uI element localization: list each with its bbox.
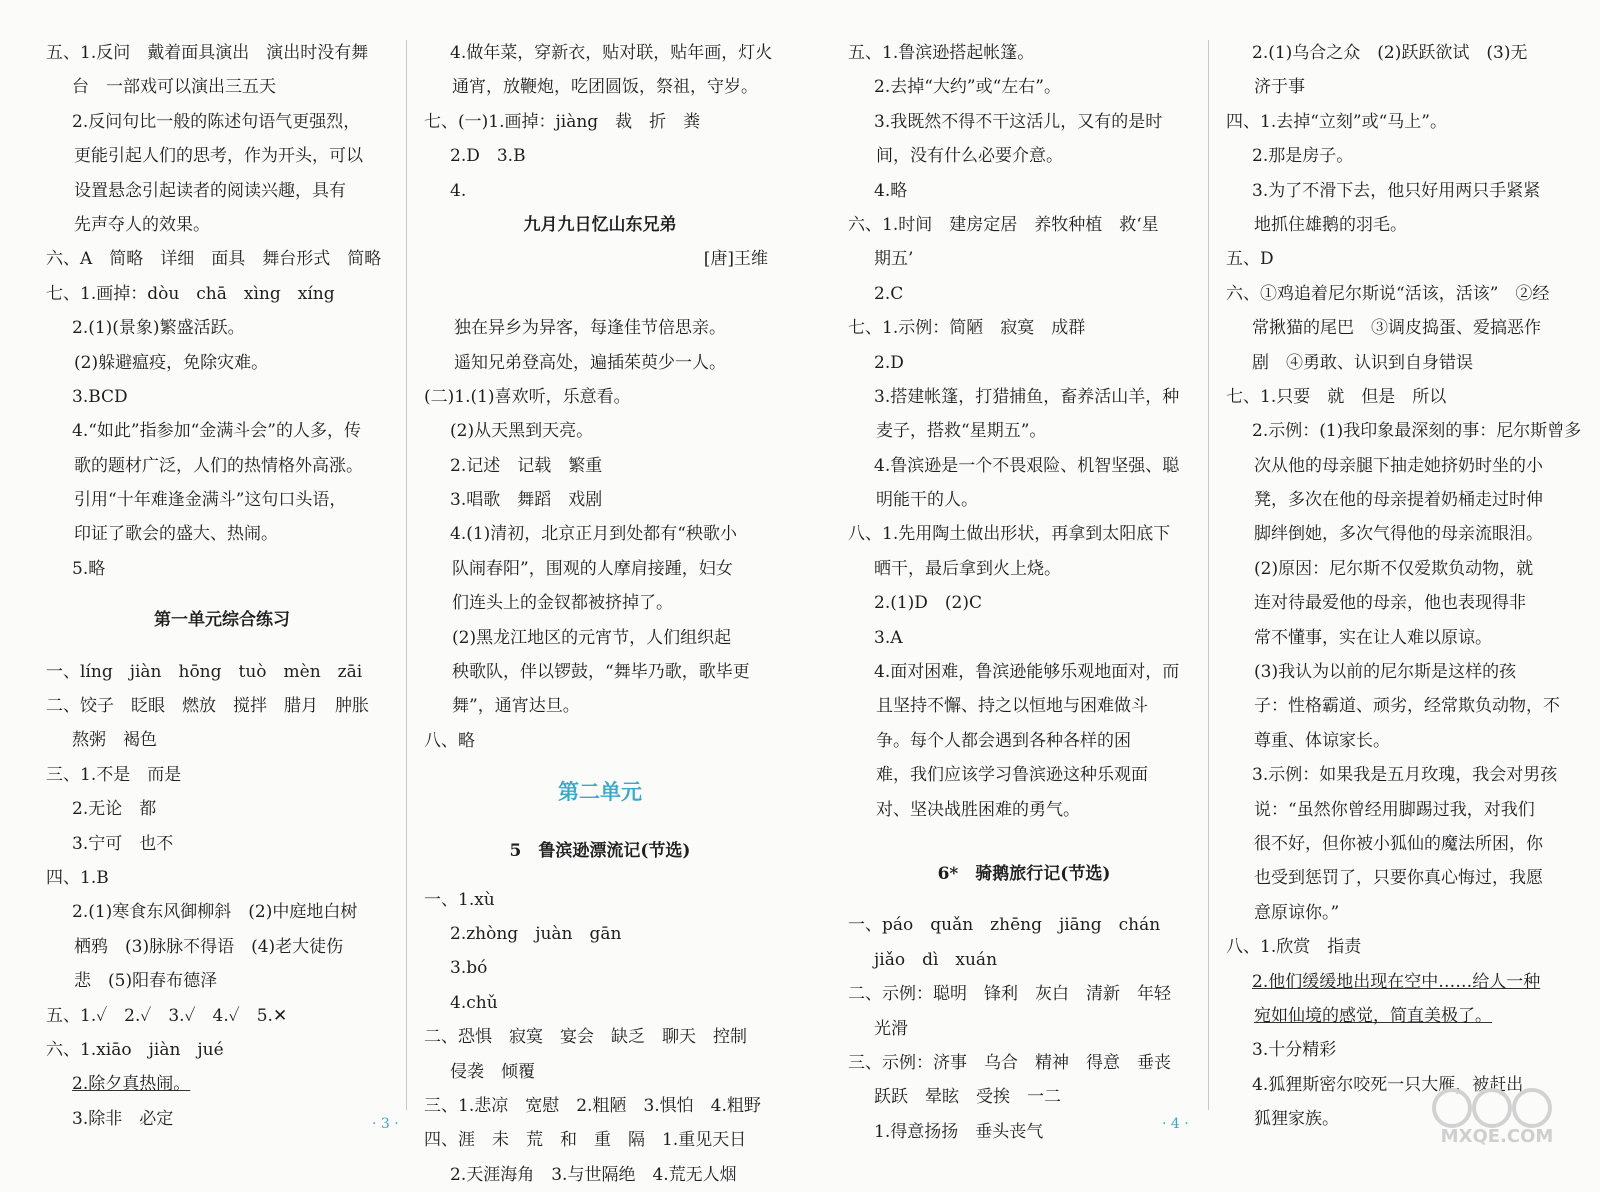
- answer-line: 六、1.xiāo jiàn jué: [46, 1039, 224, 1060]
- answer-line: 熬粥 褐色: [72, 730, 157, 751]
- answer-line: 六、①鸡追着尼尔斯说“活该，活该” ②经: [1226, 283, 1550, 304]
- answer-line: 八、1.先用陶土做出形状，再拿到太阳底下: [848, 524, 1171, 545]
- answer-line: 三、1.悲凉 宽慰 2.粗陋 3.惧怕 4.粗野: [424, 1095, 761, 1116]
- answer-line: 麦子，搭救“星期五”。: [876, 421, 1047, 442]
- answer-line: 期五’: [874, 249, 914, 270]
- answer-line: 说：“虽然你曾经用脚踢过我，对我们: [1254, 799, 1535, 820]
- answer-line: 连对待最爱他的母亲，他也表现得非: [1254, 593, 1526, 614]
- answer-line: 四、1.去掉“立刻”或“马上”。: [1226, 111, 1447, 132]
- answer-line: 4.面对困难，鲁滨逊能够乐观地面对，而: [874, 662, 1180, 683]
- answer-line: 3.搭建帐篷，打猎捕鱼，畜养活山羊，种: [874, 386, 1180, 407]
- answer-line: (3)我认为以前的尼尔斯是这样的孩: [1254, 662, 1517, 683]
- answer-line: 4.狐狸斯密尔咬死一只大雁，被赶出: [1252, 1074, 1524, 1095]
- answer-line: 2.(1)(景象)繁盛活跃。: [72, 318, 245, 339]
- answer-line: 3.除非 必定: [72, 1108, 174, 1129]
- answer-line: 晒干，最后拿到火上烧。: [874, 558, 1061, 579]
- answer-line: 先声夺人的效果。: [74, 214, 210, 235]
- answer-line: 2.D 3.B: [450, 146, 526, 167]
- answer-line: 台 一部戏可以演出三五天: [72, 77, 276, 98]
- answer-line: 四、1.B: [46, 867, 109, 888]
- answer-line: 3.十分精彩: [1252, 1040, 1337, 1061]
- answer-line: 1.得意扬扬 垂头丧气: [874, 1121, 1044, 1142]
- answer-line: 争。每个人都会遇到各种各样的困: [876, 730, 1131, 751]
- answer-line: (二)1.(1)喜欢听，乐意看。: [424, 386, 631, 407]
- answer-block: [46, 655, 398, 1068]
- answer-line: (2)躲避瘟疫，免除灾难。: [74, 352, 269, 373]
- answer-line: (2)原因：尼尔斯不仅爱欺负动物，就: [1254, 558, 1534, 579]
- underlined-answer: 宛如仙境的感觉，简直美极了。: [1254, 1005, 1492, 1026]
- answer-line: 三、示例：济事 乌合 精神 得意 垂丧: [848, 1052, 1171, 1073]
- answer-line: 2.记述 记载 繁重: [450, 455, 603, 476]
- answer-line: 四、涯 未 荒 和 重 隔 1.重见天日: [424, 1130, 747, 1151]
- answer-line: 3.bó: [450, 958, 488, 979]
- answer-block: [424, 883, 776, 1192]
- lesson-title: 6* 骑鹅旅行记(节选): [937, 863, 1111, 884]
- answer-line: 脚绊倒她，多次气得他的母亲流眼泪。: [1254, 524, 1543, 545]
- answer-line: 队闹春阳”，围观的人摩肩接踵，妇女: [452, 558, 733, 579]
- answer-block: [46, 36, 398, 586]
- answer-line: 且坚持不懈、持之以恒地与困难做斗: [876, 696, 1148, 717]
- answer-line: 们连头上的金钗都被挤掉了。: [452, 593, 673, 614]
- answer-line: 悲 (5)阳春布德泽: [74, 971, 218, 992]
- answer-line: 2.(1)D (2)C: [874, 593, 983, 614]
- answer-line: 六、A 简略 详细 面具 舞台形式 简略: [46, 249, 382, 270]
- page-number-right: · 4 ·: [1162, 1116, 1189, 1132]
- answer-block: [424, 380, 776, 758]
- column-2: [424, 36, 776, 1192]
- answer-line: 二、恐惧 寂寞 宴会 缺乏 聊天 控制: [424, 1027, 747, 1048]
- answer-line: 3.我既然不得不干这活儿，又有的是时: [874, 111, 1163, 132]
- answer-line: 4.鲁滨逊是一个不畏艰险、机智坚强、聪: [874, 455, 1180, 476]
- answer-line: 侵袭 倾覆: [450, 1061, 535, 1082]
- answer-line: 五、1.✓ 2.✓ 3.✓ 4.✓ 5.✕: [46, 1005, 288, 1026]
- answer-line: 2.(1)寒食东风御柳斜 (2)中庭地白树: [72, 902, 358, 923]
- answer-line: 对、坚决战胜困难的勇气。: [876, 799, 1080, 820]
- answer-line: 歌的题材广泛，人们的热情格外高涨。: [74, 455, 363, 476]
- answer-line: 4.略: [874, 180, 908, 201]
- answer-line: jiǎo dì xuán: [874, 949, 998, 970]
- answer-line: 凳，多次在他的母亲提着奶桶走过时伸: [1254, 490, 1543, 511]
- answer-line: 也受到惩罚了，只要你真心悔过，我愿: [1254, 868, 1543, 889]
- poem-line: 遥知兄弟登高处，遍插茱萸少一人。: [454, 352, 726, 373]
- answer-line: 更能引起人们的思考，作为开头，可以: [74, 146, 363, 167]
- answer-line: 间，没有什么必要介意。: [876, 146, 1063, 167]
- answer-line: 七、1.示例：简陋 寂寞 成群: [848, 318, 1086, 339]
- answer-line: 4.“如此”指参加“金满斗会”的人多，传: [72, 421, 361, 442]
- column-3: [848, 36, 1200, 1149]
- poem-author: [唐]王维: [703, 249, 768, 270]
- answer-block: [848, 908, 1200, 1149]
- answer-line: (2)黑龙江地区的元宵节，人们组织起: [452, 627, 732, 648]
- answer-line: 难，我们应该学习鲁滨逊这种乐观面: [876, 765, 1148, 786]
- answer-line: 一、1.xù: [424, 889, 495, 910]
- answer-line: 一、páo quǎn zhēng jiāng chán: [848, 915, 1161, 936]
- column-divider: [1208, 40, 1209, 1110]
- poem-title: 九月九日忆山东兄弟: [523, 214, 677, 235]
- answer-line: 2.示例：(1)我印象最深刻的事：尼尔斯曾多: [1252, 421, 1582, 442]
- answer-line: 五、1.反问 戴着面具演出 演出时没有舞: [46, 43, 369, 63]
- answer-line: 4.chǔ: [450, 992, 498, 1013]
- answer-line: 光滑: [874, 1018, 908, 1039]
- answer-line: 常揪猫的尾巴 ③调皮捣蛋、爱搞恶作: [1252, 318, 1541, 339]
- underlined-answer: 2.除夕真热闹。: [72, 1074, 191, 1095]
- answer-line: 2.C: [874, 283, 904, 304]
- answer-line: 4.: [450, 180, 467, 201]
- watermark-text: MXQE.COM: [1440, 1126, 1554, 1146]
- answer-line: 2.D: [874, 352, 904, 373]
- answer-line: 七、(一)1.画掉：jiàng 裁 折 粪: [424, 111, 701, 132]
- answer-line: 三、1.不是 而是: [46, 764, 182, 785]
- answer-line: 3.BCD: [72, 386, 128, 407]
- answer-line: 五、1.鲁滨逊搭起帐篷。: [848, 43, 1035, 63]
- answer-line: 3.宁可 也不: [72, 833, 174, 854]
- answer-line: 4.做年菜，穿新衣，贴对联，贴年画，灯火: [450, 43, 773, 63]
- answer-line: 尊重、体谅家长。: [1254, 730, 1390, 751]
- answer-line: 引用“十年难逢金满斗”这句口头语，: [74, 490, 347, 511]
- watermark-logo: [1412, 1086, 1582, 1146]
- answer-line: 六、1.时间 建房定居 养牧种植 救‘星: [848, 214, 1159, 235]
- answer-line: 一、líng jiàn hōng tuò mèn zāi: [46, 661, 363, 682]
- answer-line: 济于事: [1254, 77, 1305, 98]
- answer-line: 剧 ④勇敢、认识到自身错误: [1252, 352, 1473, 373]
- answer-line: 次从他的母亲腿下抽走她挤奶时坐的小: [1254, 455, 1543, 476]
- answer-line: 子：性格霸道、顽劣，经常欺负动物，不: [1254, 696, 1560, 717]
- answer-line: 秧歌队，伴以锣鼓，“舞毕乃歌，歌毕更: [452, 662, 750, 683]
- answer-line: 五、D: [1226, 249, 1274, 270]
- column-divider: [406, 40, 407, 1110]
- column-1: [46, 36, 398, 1136]
- answer-line: 3.示例：如果我是五月玫瑰，我会对男孩: [1252, 765, 1558, 786]
- answer-line: 二、示例：聪明 锋利 灰白 清新 年轻: [848, 984, 1171, 1005]
- answer-line: 地抓住雄鹅的羽毛。: [1254, 214, 1407, 235]
- section-title: 第一单元综合练习: [154, 610, 290, 631]
- answer-line: 通宵，放鞭炮，吃团圆饭，祭祖，守岁。: [452, 77, 758, 98]
- answer-line: 二、饺子 眨眼 燃放 搅拌 腊月 肿胀: [46, 696, 369, 717]
- answer-line: 5.略: [72, 558, 106, 579]
- answer-line: 舞”，通宵达旦。: [452, 696, 580, 717]
- column-4: [1226, 36, 1582, 1137]
- answer-block: [424, 36, 776, 208]
- answer-line: 2.(1)乌合之众 (2)跃跃欲试 (3)无: [1252, 43, 1528, 63]
- answer-line: 2.那是房子。: [1252, 146, 1354, 167]
- lesson-title: 5 鲁滨逊漂流记(节选): [509, 841, 691, 862]
- poem-line: 独在异乡为异客，每逢佳节倍思亲。: [454, 318, 726, 339]
- unit-title: 第二单元: [558, 779, 642, 805]
- answer-line: 3.唱歌 舞蹈 戏剧: [450, 490, 603, 511]
- answer-block: [848, 36, 1200, 827]
- answer-line: 狐狸家族。: [1254, 1109, 1339, 1130]
- answer-line: 八、1.欣赏 指责: [1226, 937, 1362, 958]
- page-number-left: · 3 ·: [372, 1116, 399, 1132]
- answer-line: 3.A: [874, 627, 903, 648]
- answer-line: 七、1.画掉：dòu chā xìng xíng: [46, 283, 335, 304]
- answer-line: 2.反问句比一般的陈述句语气更强烈，: [72, 111, 361, 132]
- underlined-answer: 2.他们缓缓地出现在空中……给人一种: [1252, 971, 1541, 992]
- answer-line: 栖鸦 (3)脉脉不得语 (4)老大徒伤: [74, 936, 344, 957]
- answer-line: 明能干的人。: [876, 490, 978, 511]
- answer-line: 跃跃 晕眩 受挨 一二: [874, 1087, 1061, 1108]
- answer-line: 设置悬念引起读者的阅读兴趣，具有: [74, 180, 346, 201]
- answer-line: 七、1.只要 就 但是 所以: [1226, 386, 1447, 407]
- answer-block: [1226, 36, 1582, 965]
- answer-line: 2.无论 都: [72, 799, 157, 820]
- answer-line: 很不好，但你被小狐仙的魔法所困，你: [1254, 833, 1543, 854]
- answer-line: 2.去掉“大约”或“左右”。: [874, 77, 1061, 98]
- answer-line: 印证了歌会的盛大、热闹。: [74, 524, 278, 545]
- answer-line: 2.天涯海角 3.与世隔绝 4.荒无人烟: [450, 1164, 737, 1185]
- answer-line: 3.为了不滑下去，他只好用两只手紧紧: [1252, 180, 1541, 201]
- answer-line: (2)从天黑到天亮。: [450, 421, 594, 442]
- answer-line: 八、略: [424, 730, 475, 751]
- answer-line: 意原谅你。”: [1254, 902, 1340, 923]
- answer-line: 4.(1)清初，北京正月到处都有“秧歌小: [450, 524, 737, 545]
- answer-line: 常不懂事，实在让人难以原谅。: [1254, 627, 1492, 648]
- answer-line: 2.zhòng juàn gān: [450, 923, 622, 944]
